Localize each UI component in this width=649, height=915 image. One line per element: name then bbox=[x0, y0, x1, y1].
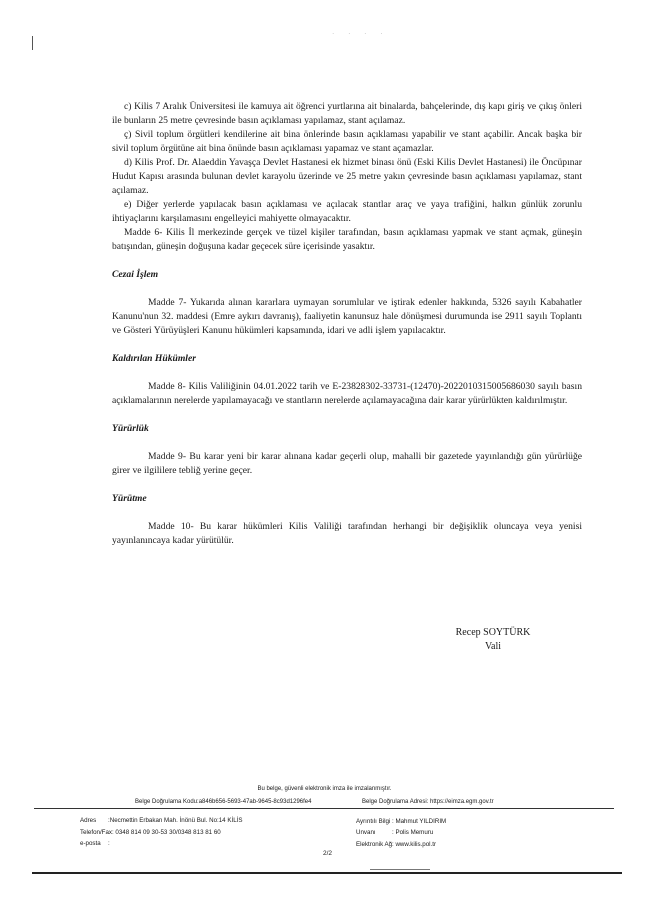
bottom-scan-line-light bbox=[370, 869, 430, 870]
footer-email-label: e-posta bbox=[80, 840, 101, 847]
heading-yurutme: Yürütme bbox=[112, 493, 147, 504]
paragraph-c: c) Kilis 7 Aralık Üniversitesi ile kamuya ait öğrenci yurtlarına ait binalarda, bahçelerinde, dış kapı giriş ve çıkış önleri ile bunların 25 metre çevresinde basın açıklaması yapılamaz, stant açılamaz. bbox=[112, 101, 582, 126]
footer-unvan bbox=[356, 829, 433, 836]
bottom-scan-line bbox=[32, 872, 622, 874]
madde-9: Madde 9- Bu karar yeni bir karar alınana kadar geçerli olup, mahalli bir gazetede yayınlandığı gün yürürlüğe girer ve ilgililere tebliğ yerine geçer. bbox=[112, 451, 582, 476]
footer-email bbox=[80, 840, 110, 847]
signature-title: Vali bbox=[484, 641, 502, 652]
signature-name: Recep SOYTÜRK bbox=[455, 627, 531, 638]
heading-kaldirilan-hukumler: Kaldırılan Hükümler bbox=[112, 353, 196, 364]
footer-verify-code: Belge Doğrulama Kodu:a846b656-5693-47ab-9645-8c93d1296fe4 bbox=[135, 799, 312, 805]
footer-address-value: :Necmettin Erbakan Mah. İnönü Bul. No:14 KİLİS bbox=[108, 817, 243, 824]
heading-yururluk: Yürürlük bbox=[112, 423, 149, 434]
madde-8: Madde 8- Kilis Valiliğinin 04.01.2022 tarih ve E-23828302-33731-(12470)-20220103150056860​30 sayılı basın açıklamalarının nerelerde yapılamayacağı ve stantların nerelerde açılamayacağına dair karar yürürlükten kaldırılmıştır. bbox=[112, 381, 582, 406]
madde-10: Madde 10- Bu karar hükümleri Kilis Valiliği tarafından herhangi bir değişiklik oluncaya veya yenisi yayınlanıncaya kadar yürütülür. bbox=[112, 521, 582, 546]
footer-esign-note: Bu belge, güvenli elektronik imza ile imzalanmıştır. bbox=[257, 786, 392, 792]
margin-mark bbox=[32, 36, 33, 50]
heading-cezai-islem: Cezai İşlem bbox=[112, 269, 159, 280]
footer-unvan-value: : Polis Memuru bbox=[392, 829, 434, 836]
footer-phone: Telefon/Fax: 0348 814 09 30-53 30/0348 813 81 60 bbox=[80, 829, 221, 836]
paragraph-cc: ç) Sivil toplum örgütleri kendilerine ait bina önlerinde basın açıklaması yapabilir ve stant açabilir. Ancak başka bir sivil toplum örgütüne ait bina önünde basın açıklaması yapamaz ve stant açamazlar. bbox=[112, 129, 582, 154]
footer-info-label: Ayrıntılı Bilgi bbox=[356, 818, 391, 825]
footer-web-value: : www.kilis.pol.tr bbox=[392, 841, 437, 848]
paragraph-e: e) Diğer yerlerde yapılacak basın açıklaması ve açılacak stantlar araç ve yaya trafiğini, halkın günlük zorunlu ihtiyaçlarını karşılamasını engelleyici mahiyette olmayacaktır. bbox=[112, 199, 582, 224]
footer-info bbox=[356, 818, 446, 825]
footer-verify-address: Belge Doğrulama Adresi: https://eimza.egm.gov.tr bbox=[362, 799, 494, 805]
footer-divider bbox=[34, 808, 614, 809]
footer-info-value: : Mahmut YILDIRIM bbox=[392, 818, 447, 825]
signature-block bbox=[448, 626, 538, 654]
scan-dots: · · · · bbox=[332, 30, 389, 38]
document-body bbox=[112, 100, 582, 548]
footer-web-label: Elektronik Ağ bbox=[356, 841, 393, 848]
footer-unvan-label: Unvanı bbox=[356, 829, 376, 836]
footer-address bbox=[80, 817, 242, 824]
footer-address-label: Adres bbox=[80, 817, 97, 824]
page-number: 2/2 bbox=[323, 850, 333, 857]
footer-email-value: : bbox=[108, 840, 110, 847]
footer-web bbox=[356, 841, 436, 848]
madde-7: Madde 7- Yukarıda alınan kararlara uymayan sorumlular ve iştirak edenler hakkında, 5326 sayılı Kabahatler Kanunu'nun 32. maddesi (Emre aykırı davranış), faaliyetin kanunsuz hale dönüşmesi durumunda ise 2911 sayılı Toplantı ve Gösteri Yürüyüşleri Kanunu hükümleri kapsamında, idari ve adli işlem yapılacaktır. bbox=[112, 297, 582, 336]
paragraph-d: d) Kilis Prof. Dr. Alaeddin Yavaşça Devlet Hastanesi ek hizmet binası önü (Eski Kilis Devlet Hastanesi) ile Öncüpınar Hudut Kapısı arasında bulunan devlet karayolu üzerinde ve 25 metre yakın çevresinde basın açıklaması yapılamaz, stant açılamaz. bbox=[112, 157, 582, 196]
madde-6: Madde 6- Kilis İl merkezinde gerçek ve tüzel kişiler tarafından, basın açıklaması yapmak ve stant açmak, güneşin batışından, güneşin doğuşuna kadar geçecek süre içerisinde yasaktır. bbox=[112, 227, 582, 252]
